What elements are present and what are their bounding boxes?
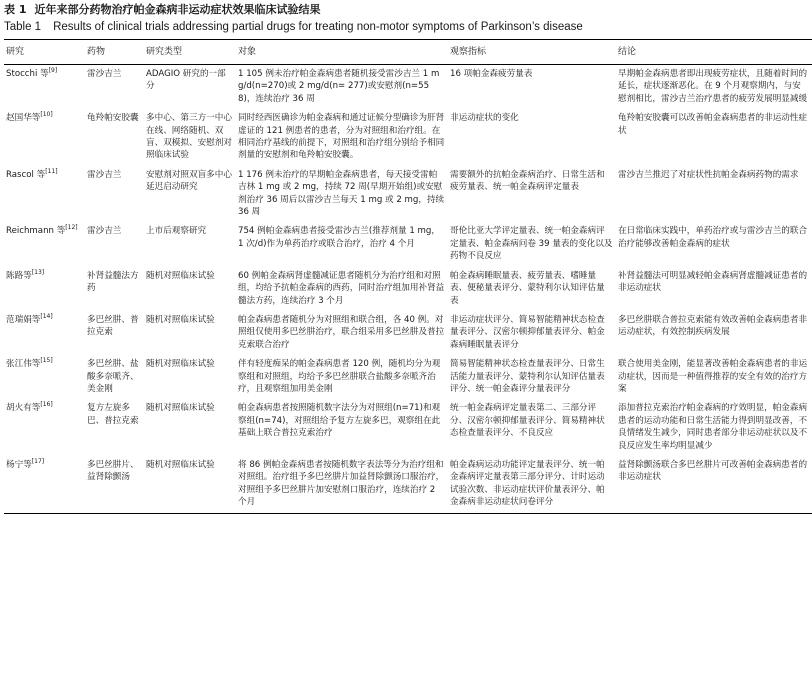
cell-study-type: 多中心、第三方一中心在线、网络随机、双盲、双模拟、安慰剂对照临床试验 — [146, 113, 232, 161]
header-study: 研究 — [6, 47, 25, 57]
cell-indicators: 哥伦比亚大学评定量表、统一帕金森病评定量表、帕金森病问卷 39 量表的变化以及药物不良反应 — [450, 226, 613, 262]
cell-study-type: 上市后观察研究 — [146, 226, 207, 237]
cell-conclusion: 添加普拉克索治疗帕金森病的疗效明显，帕金森病患者的运动功能和日常生活能力得到明显改善，不良情绪发生减少，同时患者部分非运动症状以及不良反应发生率均明显减少 — [618, 403, 808, 451]
study-author: Stocchi 等 — [6, 69, 49, 79]
header-drug: 药物 — [87, 47, 106, 57]
cell-subjects: 帕金森病患者按照随机数字法分为对照组(n=71)和观察组(n=74)，对照组给予复方左旋多巴，观察组在此基础上联合普拉克索治疗 — [238, 403, 441, 439]
cell-study — [4, 166, 85, 223]
study-author: 陈路等 — [6, 270, 32, 281]
cell-conclusion: 联合使用美金刚，能显著改善帕金森病患者的非运动症状，因而是一种值得推荐的安全有效的治疗方案 — [618, 359, 808, 394]
cell-study-type: ADAGIO 研究的一部分 — [146, 69, 226, 92]
cell-drug: 龟羚帕安胶囊 — [87, 113, 139, 124]
cell-drug: 雷沙吉兰 — [87, 69, 122, 79]
study-author: 胡火有等 — [6, 403, 41, 414]
cell-study-type: 随机对照临床试验 — [146, 359, 215, 370]
study-author: 赵国华等 — [6, 113, 41, 124]
cell-study — [4, 355, 85, 399]
table-caption-en — [4, 19, 782, 35]
header-row — [4, 40, 812, 65]
cell-subjects: 帕金森病患者随机分为对照组和联合组，各 40 例。对照组仅使用多巴丝肼治疗，联合组采用多巴丝肼及普拉克索联合治疗 — [238, 314, 445, 350]
cell-drug: 多巴丝肼、盐酸多奈哌齐、美金刚 — [87, 359, 139, 394]
cell-study — [4, 267, 85, 311]
cell-conclusion: 龟羚帕安胶囊可以改善帕金森病患者的非运动性症状 — [618, 113, 808, 136]
cell-indicators: 非运动症状评分、简易智能精神状态检查量表评分、汉密尔顿抑郁量表评分、帕金森病睡眠量表评分 — [450, 314, 605, 350]
cell-study-type: 随机对照临床试验 — [146, 403, 215, 414]
table-row — [4, 267, 812, 311]
cell-study — [4, 399, 85, 456]
cell-indicators: 非运动症状的变化 — [450, 113, 519, 124]
table-row — [4, 65, 812, 110]
cell-drug: 补肾益髓法方药 — [87, 270, 139, 294]
study-author: Rascol 等 — [6, 169, 46, 180]
reference-number: [10] — [40, 111, 53, 119]
reference-number: [12] — [65, 224, 78, 232]
cell-subjects: 伴有轻度痴呆的帕金森病患者 120 例，随机均分为观察组和对照组，均给予多巴丝肼联合盐酸多奈哌齐治疗，且观察组加用美金刚 — [238, 359, 441, 394]
cell-study-type: 随机对照临床试验 — [146, 459, 215, 470]
cell-conclusion: 补肾益髓法可明显减轻帕金森病肾虚髓减证患者的非运动症状 — [618, 270, 808, 294]
table-row — [4, 311, 812, 355]
table-body — [4, 65, 812, 514]
cell-indicators: 16 项帕金森疲劳量表 — [450, 69, 533, 79]
reference-number: [11] — [45, 167, 58, 175]
study-author: 杨宁等 — [6, 459, 32, 470]
study-author: 张江伟等 — [6, 359, 41, 370]
cell-indicators: 简易智能精神状态检查量表评分、日常生活能力量表评分、蒙特利尔认知评估量表评分、统一帕金森评分量表评分 — [450, 359, 605, 394]
header-study-type: 研究类型 — [146, 47, 183, 57]
cell-study — [4, 109, 85, 166]
reference-number: [14] — [40, 313, 53, 321]
cell-indicators: 统一帕金森病评定量表第二、三部分评分、汉密尔顿抑郁量表评分、简易精神状态检查量表评分、不良反应 — [450, 403, 605, 439]
cell-indicators: 需要额外的抗帕金森病治疗、日常生活和疲劳量表、统一帕金森病评定量表 — [450, 169, 605, 193]
cell-conclusion: 早期帕金森病患者即出现疲劳症状，且随着时间的延长，症状逐渐恶化。在 9 个月观察期内，与安慰剂相比，雷沙吉兰治疗患者的疲劳发展明显减缓 — [618, 69, 808, 104]
cell-study — [4, 456, 85, 513]
cell-indicators: 帕金森病运动功能评定量表评分、统一帕金森病评定量表第三部分评分、计时运动试验次数、非运动症状评价量表评分、帕金森病非运动症状问卷评分 — [450, 459, 605, 508]
cell-conclusion: 在日常临床实践中，单药治疗或与雷沙吉兰的联合治疗能够改善帕金森病的症状 — [618, 226, 808, 249]
reference-number: [15] — [40, 357, 53, 365]
table-header — [4, 40, 812, 65]
study-author: 范瑞娟等 — [6, 314, 41, 325]
clinical-trials-table — [4, 39, 812, 514]
table-row — [4, 166, 812, 223]
cell-conclusion: 多巴丝肼联合普拉克索能有效改善帕金森病患者非运动症状，有效控制疾病发展 — [618, 314, 808, 338]
cell-drug: 复方左旋多巴、普拉克索 — [87, 403, 139, 426]
cell-drug: 多巴丝肼片、益肾除颤汤 — [87, 459, 139, 483]
study-author: Reichmann 等 — [6, 226, 66, 237]
caption-en-title: Results of clinical trials addressing partial drugs for treating non-motor symptoms of Parkinson’s disease — [53, 21, 583, 33]
cell-study-type: 安慰剂对照双盲多中心延迟启动研究 — [146, 169, 232, 193]
header-conclusion: 结论 — [618, 47, 637, 57]
cell-conclusion: 益肾除颤汤联合多巴丝肼片可改善帕金森病患者的非运动症状 — [618, 459, 808, 483]
cell-conclusion: 雷沙吉兰推迟了对症状性抗帕金森病药物的需求 — [618, 169, 799, 180]
cell-subjects: 1 105 例未治疗帕金森病患者随机接受雷沙吉兰 1 mg/d(n=270)或 2 mg/d(n= 277)或安慰剂(n=558)，连续治疗 36 周 — [238, 69, 440, 104]
reference-number: [9] — [48, 67, 58, 75]
cell-study — [4, 222, 85, 266]
table-caption-zh — [4, 2, 782, 17]
caption-zh-label: 表 1 — [4, 3, 27, 16]
reference-number: [16] — [40, 401, 53, 409]
header-subjects: 对象 — [238, 47, 257, 57]
cell-drug: 雷沙吉兰 — [87, 169, 122, 180]
reference-number: [17] — [31, 458, 45, 466]
table-row — [4, 222, 812, 266]
caption-en-label: Table 1 — [4, 21, 42, 33]
cell-subjects: 1 176 例未治疗的早期帕金森病患者，每天接受雷帕吉林 1 mg 或 2 mg，持续 72 周(早期开始组)或安慰剂治疗 36 周后以雷沙吉兰每天 1 mg 或 2 mg，持续 36 周 — [238, 169, 445, 218]
cell-indicators: 帕金森病睡眠量表、疲劳量表、嗜睡量表、便秘量表评分、蒙特利尔认知评估量表 — [450, 270, 605, 306]
cell-subjects: 同时经西医确诊为帕金森病和通过证候分型确诊为肝肾虚证的 121 例患者的患者，分为对照组和治疗组。在相同治疗基线的前提下，对照组和治疗组分别给予相同剂量的安慰剂和龟羚帕安胶囊。 — [238, 113, 445, 161]
table-row — [4, 109, 812, 166]
table-row — [4, 399, 812, 456]
table-row — [4, 456, 812, 513]
cell-drug: 多巴丝肼、普拉克索 — [87, 314, 139, 338]
table-row — [4, 355, 812, 399]
cell-study — [4, 65, 85, 110]
cell-subjects: 60 例帕金森病肾虚髓减证患者随机分为治疗组和对照组，均给予抗帕金森病的西药，同时治疗组加用补肾益髓法方药，连续治疗 3 个月 — [238, 270, 445, 306]
cell-study — [4, 311, 85, 355]
caption-zh-title: 近年来部分药物治疗帕金森病非运动症状效果临床试验结果 — [34, 3, 321, 16]
header-indicators: 观察指标 — [450, 47, 487, 57]
reference-number: [13] — [31, 268, 45, 276]
cell-subjects: 将 86 例帕金森病患者按随机数字表法等分为治疗组和对照组。治疗组予多巴丝肼片加益肾除颤汤口服治疗，对照组予多巴丝肼片加安慰剂口服治疗，连续治疗 2 个月 — [238, 459, 445, 508]
cell-drug: 雷沙吉兰 — [87, 226, 122, 237]
cell-subjects: 754 例帕金森病患者接受雷沙吉兰(推荐剂量 1 mg，1 次/d)作为单药治疗或联合治疗，治疗 4 个月 — [238, 226, 440, 249]
cell-study-type: 随机对照临床试验 — [146, 314, 215, 325]
cell-study-type: 随机对照临床试验 — [146, 270, 215, 281]
